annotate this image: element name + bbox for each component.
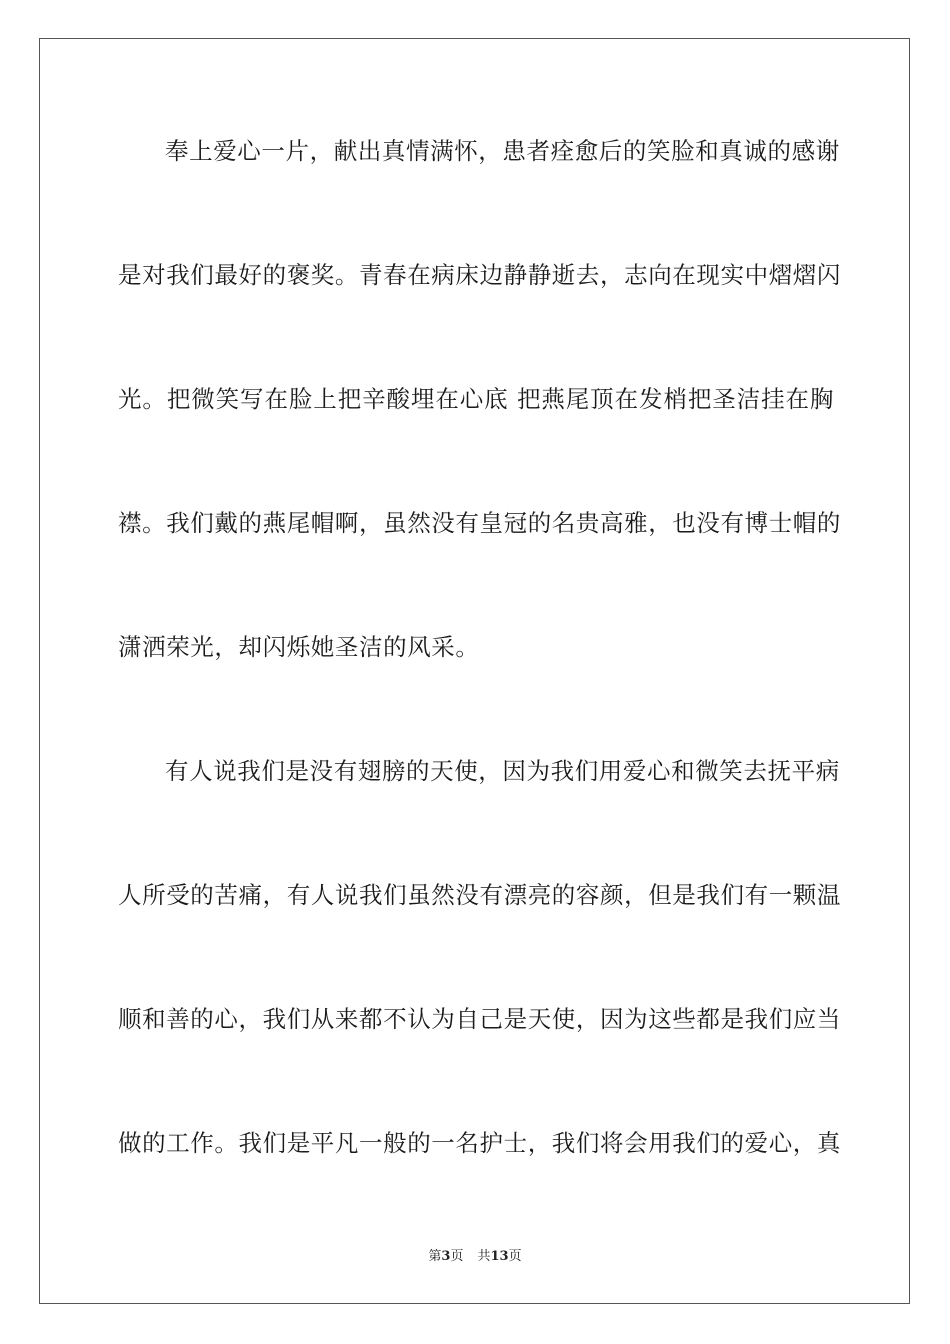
paragraph-1-line-4: 襟。我们戴的燕尾帽啊，虽然没有皇冠的名贵高雅，也没有博士帽的 (118, 509, 841, 537)
total-pages: 13 (490, 1249, 509, 1264)
page-suffix: 页 (450, 1249, 464, 1264)
paragraph-2-line-1: 有人说我们是没有翅膀的天使，因为我们用爱心和微笑去抚平病 (165, 757, 840, 785)
page-prefix: 第 (428, 1249, 442, 1264)
paragraph-1-line-2: 是对我们最好的褒奖。青春在病床边静静逝去，志向在现实中熠熠闪 (118, 261, 841, 289)
total-suffix: 页 (508, 1249, 522, 1264)
paragraph-1-line-3: 光。把微笑写在脸上把辛酸埋在心底 把燕尾顶在发梢把圣洁挂在胸 (118, 385, 834, 413)
total-prefix: 共 (477, 1249, 491, 1264)
page-footer (0, 1248, 950, 1266)
page-border (39, 38, 910, 1304)
paragraph-1-line-5: 潇洒荣光，却闪烁她圣洁的风采。 (118, 633, 480, 661)
paragraph-2-line-2: 人所受的苦痛，有人说我们虽然没有漂亮的容颜，但是我们有一颗温 (118, 881, 841, 909)
paragraph-2-line-4: 做的工作。我们是平凡一般的一名护士，我们将会用我们的爱心，真 (118, 1129, 841, 1157)
paragraph-2-line-3: 顺和善的心，我们从来都不认为自己是天使，因为这些都是我们应当 (118, 1005, 841, 1033)
paragraph-1-line-1: 奉上爱心一片，献出真情满怀，患者痊愈后的笑脸和真诚的感谢 (165, 137, 840, 165)
page-number: 3 (441, 1249, 451, 1264)
